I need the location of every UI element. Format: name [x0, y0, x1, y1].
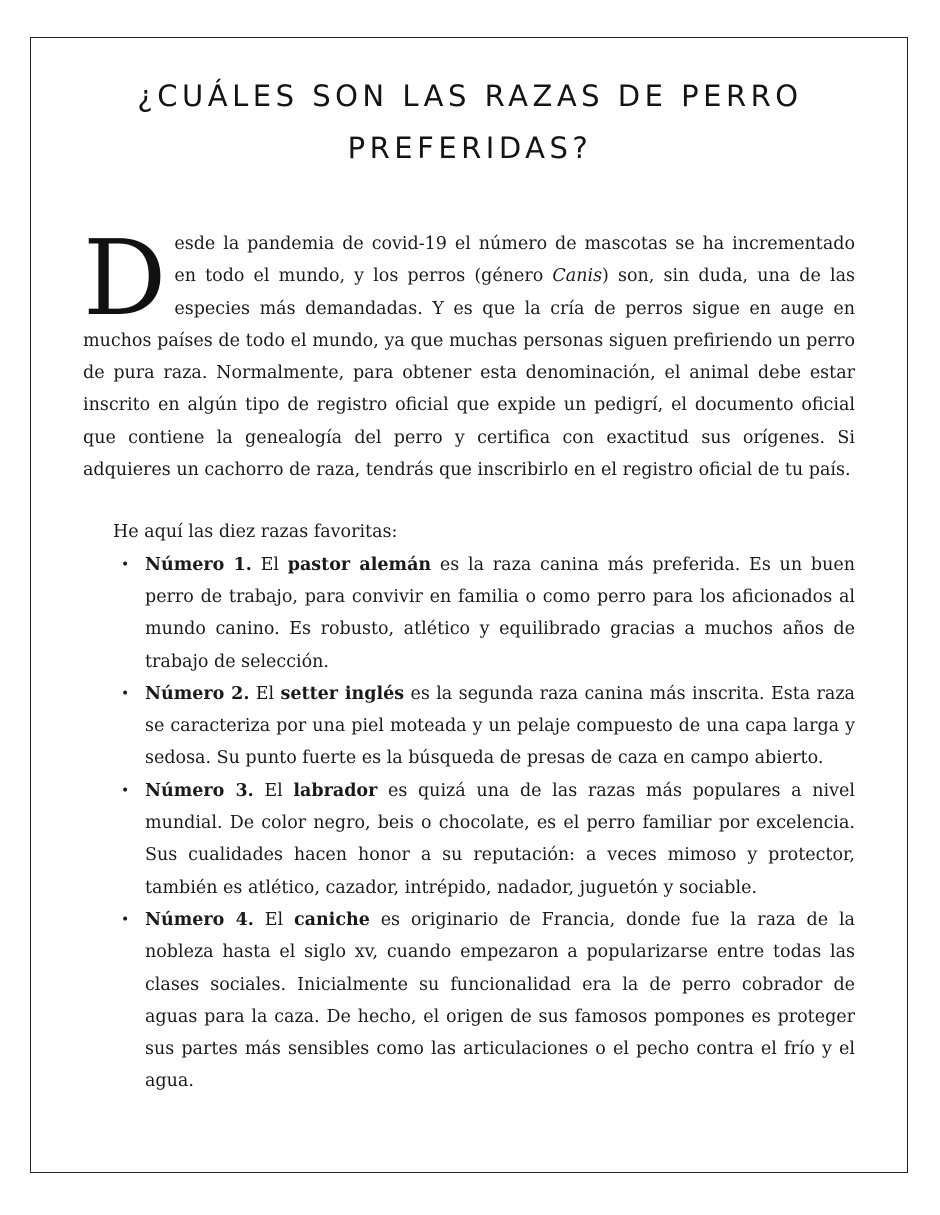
- intro-genus: Canis: [552, 266, 603, 287]
- bullet-icon: •: [121, 556, 130, 573]
- breed-number: Número 3.: [145, 780, 254, 801]
- breed-article: El: [260, 554, 279, 575]
- breed-number: Número 4.: [145, 909, 254, 930]
- breed-description: es la segunda raza canina más inscrita. Esta raza se caracteriza por una piel moteada y un pelaje compuesto de una capa larga y sedosa. Su punto fuerte es la búsqueda de presas de caza en campo abierto.: [145, 683, 855, 769]
- breed-article: El: [255, 683, 275, 704]
- page-title: ¿CUÁLES SON LAS RAZAS DE PERRO PREFERIDAS?: [137, 79, 803, 165]
- breed-description: es la raza canina más preferida. Es un buen perro de trabajo, para convivir en familia o como perro para los aficionados al mundo canino. Es robusto, atlético y equilibrado gracias a muchos años de trabajo de selección.: [145, 554, 855, 672]
- bullet-icon: •: [121, 911, 130, 928]
- breed-name: caniche: [293, 909, 370, 930]
- intro-text-a: esde la pandemia de covid-19 el número de mascotas se ha incrementado en todo el mundo, y los perros (género: [174, 234, 855, 287]
- list-item: [121, 678, 855, 775]
- breed-number: Número 1.: [145, 554, 252, 575]
- list-item: [121, 549, 855, 678]
- breed-name: pastor alemán: [287, 554, 432, 575]
- breed-list: [83, 549, 855, 1098]
- breed-description: es quizá una de las razas más populares a nivel mundial. De color negro, beis o chocolate, es el perro familiar por excelencia. Sus cualidades hacen honor a su reputación: a veces mimoso y protector, también es atlético, cazador, intrépido, nadador, juguetón y sociable.: [145, 780, 855, 898]
- intro-paragraph: [83, 217, 855, 486]
- intro-text: [83, 217, 855, 486]
- article-body: [83, 217, 855, 1098]
- bullet-icon: •: [121, 685, 130, 702]
- list-item: [121, 904, 855, 1098]
- breed-article: El: [264, 909, 284, 930]
- breed-article: El: [264, 780, 283, 801]
- breed-name: labrador: [293, 780, 378, 801]
- breed-name: setter inglés: [280, 683, 405, 704]
- bullet-icon: •: [121, 782, 130, 799]
- breed-description: es originario de Francia, donde fue la raza de la nobleza hasta el siglo xv, cuando empezaron a popularizarse entre todas las clases sociales. Inicialmente su funcionalidad era la de perro cobrador de aguas para la caza. De hecho, el origen de sus famosos pompones es proteger sus partes más sensibles como las articulaciones o el pecho contra el frío y el agua.: [145, 909, 855, 1092]
- list-item: [121, 775, 855, 904]
- drop-cap: D: [83, 217, 167, 339]
- list-lead: He aquí las diez razas favoritas:: [113, 522, 398, 543]
- breed-number: Número 2.: [145, 683, 250, 704]
- intro-text-b: ) son, sin duda, una de las especies más demandadas. Y es que la cría de perros sigue en auge en muchos países de todo el mundo, ya que muchas personas siguen prefiriendo un perro de pura raza. Normalmente, para obtener esta denominación, el animal debe estar inscrito en algún tipo de registro oficial que expide un pedigrí, el documento oficial que contiene la genealogía del perro y certifica con exactitud sus orígenes. Si adquieres un cachorro de raza, tendrás que inscribirlo en el registro oficial de tu país.: [83, 266, 855, 481]
